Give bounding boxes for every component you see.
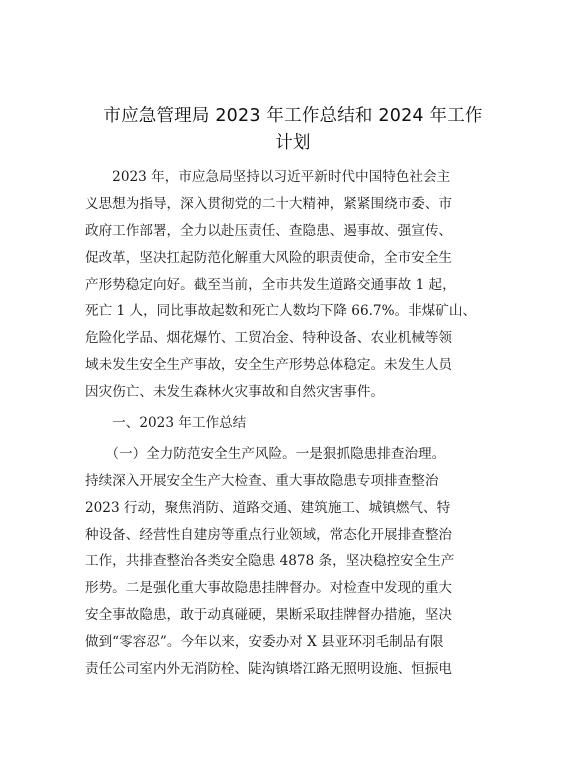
body-line: 做到“零容忍”。今年以来，安委办对 X 县亚环羽毛制品有限 <box>85 634 444 651</box>
body-line: 域未发生安全生产事故，安全生产形势总体稳定。未发生人员 <box>85 357 453 374</box>
body-line: 产形势稳定向好。截至当前，全市共发生道路交通事故 1 起， <box>85 276 456 293</box>
body-line: 持续深入开展安全生产大检查、重大事故隐患专项排查整治 <box>85 472 439 489</box>
body-line: 安全事故隐患，敢于动真碰硬，果断采取挂牌督办措施，坚决 <box>85 607 453 624</box>
body-line: 工作，共排查整治各类安全隐患 4878 条，坚决稳控安全生产 <box>85 553 455 570</box>
paragraph-intro <box>85 164 503 406</box>
body-line: 危险化学品、烟花爆竹、工贸冶金、特种设备、农业机械等领 <box>85 330 453 347</box>
document-title <box>78 101 508 155</box>
body-line: 2023 年，市应急局坚持以习近平新时代中国特色社会主 <box>85 169 451 185</box>
heading-line: 一、2023 年工作总结 <box>85 415 247 432</box>
body-line: 形势。二是强化重大事故隐患挂牌督办。对检查中发现的重大 <box>85 580 453 597</box>
paragraph-risk-prevention <box>85 441 503 683</box>
title-line: 计划 <box>275 132 311 153</box>
body-line: 因灾伤亡、未发生森林火灾事故和自然灾害事件。 <box>85 384 385 401</box>
body-line: 责任公司室内外无消防栓、陡沟镇塔江路无照明设施、恒振电 <box>85 661 453 678</box>
body-line: 促改革，坚决扛起防范化解重大风险的职责使命，全市安全生 <box>85 249 453 266</box>
section-heading <box>85 410 503 437</box>
body-line: 政府工作部署，全力以赴压责任、查隐患、遏事故、强宣传、 <box>85 222 453 239</box>
body-line: 义思想为指导，深入贯彻党的二十大精神，紧紧围绕市委、市 <box>85 195 453 212</box>
body-line: （一）全力防范安全生产风险。一是狠抓隐患排查治理。 <box>85 445 446 462</box>
document-body <box>85 164 503 683</box>
body-line: 死亡 1 人，同比事故起数和死亡人数均下降 66.7%。非煤矿山、 <box>85 303 477 320</box>
body-line: 2023 行动，聚焦消防、道路交通、建筑施工、城镇燃气、特 <box>85 499 451 516</box>
body-line: 种设备、经营性自建房等重点行业领域，常态化开展排查整治 <box>85 526 453 543</box>
title-line: 市应急管理局 2023 年工作总结和 2024 年工作 <box>103 106 483 126</box>
